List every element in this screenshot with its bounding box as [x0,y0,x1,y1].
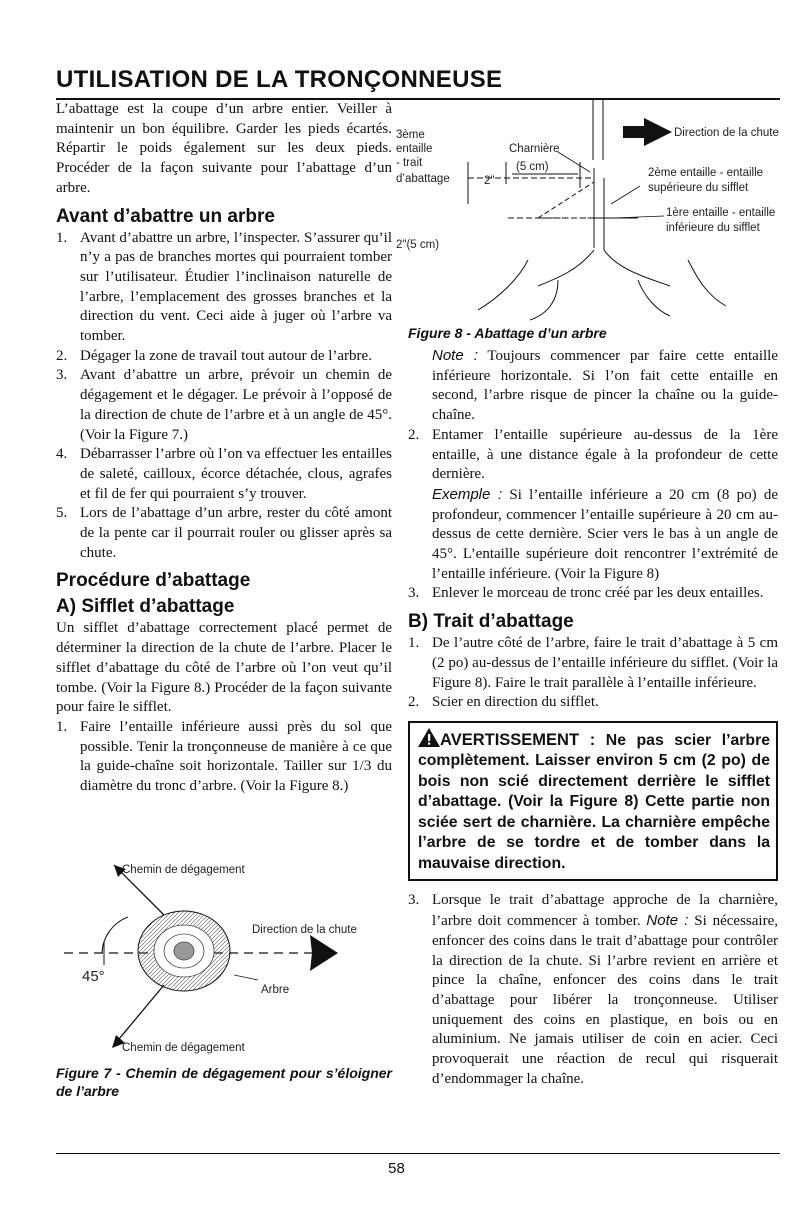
retreat-path-top-label: Chemin de dégagement [122,864,245,876]
section-felling-cut-title: B) Trait d’abattage [408,611,574,633]
figure-7-caption: Figure 7 - Chemin de dégagement pour s’éloigner de l’arbre [56,1065,392,1099]
felling-intro: L’abattage est la coupe d’un arbre entier. Veiller à maintenir un bon équilibre. Garder les pieds écartés. Répartir le poids également sur les deux pieds. Procéder de la façon suivante pour l’abattage d’un arbre. [56,101,392,196]
list-item: 5. Lors de l’abattage d’un arbre, rester du côté amont de la pente car il pourrait rouler ou glisser après sa chute. [56,505,392,561]
dimension-inch-label: 2" [484,175,495,187]
list-item: 4. Débarrasser l’arbre où l’on va effectuer les entailles de saleté, cailloux, écorce détachée, clous, agrafes et fil de fer qui pourraient s’y trouver. [56,446,392,502]
left-column [56,100,392,797]
warning-triangle-icon [418,728,440,747]
list-item: 1. Avant d’abattre un arbre, l’inspecter. S’assurer qu’il n’y a pas de branches mortes qui pourraient tomber sur l’utilisateur. Étudier l’inclinaison naturelle de l’arbre, l’emplacement des grosses branches et la direction du vent. Ceci aide à juger où l’arbre va tomber. [56,229,392,345]
tree-label: Arbre [261,984,290,996]
list-item: 1. Faire l’entaille inférieure aussi près du sol que possible. Tenir la tronçonneuse de manière à ce que la guide-chaîne soit horizontale. Tailler sur 1/3 du diamètre du tronc d’arbre. (Voir la Figure 8.) [56,718,392,795]
notch-steps-list [408,584,778,604]
notch-depth-label: 2"(5 cm) [396,239,440,251]
notch-intro: Un sifflet d’abattage correctement placé permet de déterminer la direction de la chute de l’arbre. Placer le sifflet d’abattage du côté de l’arbre où l’on veut qu’il tombe. (Voir la Figure 8.) Procéder de la façon suivante pour faire le sifflet. [56,620,392,716]
root-icon [538,250,594,286]
list-item: 3. Lorsque le trait d’abattage approche de la charnière, l’arbre doit commencer à tomber. Note : Si nécessaire, enfoncer des coins dans le trait d’abattage pour contrôler la direction de la chute. Si l’arbre revient en arrière et pince la chaîne, enfoncer des coins dans le trait d’abattage pour libérer la tronçonneuse. Utiliser uniquement des coins en plastique, en bois ou en aluminium. Ne jamais utiliser de coin en acier. Ceci provoquerait une réaction de recul qui risquerait d’endommager la chaîne. [408,892,778,1087]
list-item: 3. Avant d’abattre un arbre, prévoir un chemin de dégagement et le dégager. Le prévoir à l’opposé de la direction de chute de l’arbre et à un angle de 45°. (Voir la Figure 7.) [56,367,392,443]
notch-cut [538,182,594,218]
retreat-path-bottom-label: Chemin de dégagement [122,1042,245,1054]
warning-box [408,721,778,882]
root-icon [638,280,670,316]
third-cut-label: 3ème [396,129,425,141]
lower-cut-leader-line [613,216,664,218]
list-item: 1. De l’autre côté de l’arbre, faire le trait d’abattage à 5 cm (2 po) au-dessus de l’entaille inférieure du sifflet. (Voir la Figure 8). Faire le trait parallèle à l’entaille inférieure. [408,635,778,691]
third-cut-label: - trait [396,157,423,169]
fall-direction-arrow-icon [623,118,672,146]
third-cut-label: entaille [396,143,433,155]
tree-leader-line [234,975,258,980]
before-felling-list [56,229,392,564]
root-icon [530,280,558,320]
list-item: 2. Dégager la zone de travail tout autour de l’arbre. [56,347,372,364]
note-lower-cut: Note : Toujours commencer par faire cette entaille inférieure horizontale. Si l’on fait cette entaille en second, l’arbre risque de pincer la chaîne ou la guide-chaîne. [432,347,778,424]
hinge-label: Charnière [509,143,560,155]
figure-8-felling-diagram [396,100,780,322]
second-cut-label: supérieure du sifflet [648,182,749,194]
figure-8-caption: Figure 8 - Abattage d’un arbre [408,325,607,341]
hinge-leader-line [558,152,590,172]
first-cut-label: inférieure du sifflet [666,222,760,234]
list-item: 2. Scier en direction du sifflet. [408,694,599,711]
dimension-cm-label: (5 cm) [516,161,549,173]
fall-direction-arrow-icon [310,935,338,971]
example-upper-cut: Exemple : Si l’entaille inférieure a 20 cm (8 po) de profondeur, commencer l’entaille supérieure à 20 cm au-dessus de cette dernière. Scier vers le bas à un angle de 45°. L’entaille supérieure doit rencontrer l’extrémité de l’entaille inférieure. (Voir la Figure 8) [432,485,778,582]
page-number: 58 [388,1160,405,1177]
warning-title: AVERTISSEMENT : [440,730,596,749]
third-cut-label: d’abattage [396,173,450,185]
fall-direction-label: Direction de la chute [252,924,357,936]
right-column [408,324,778,1089]
list-item: 3. Enlever le morceau de tronc créé par les deux entailles. [408,585,764,602]
section-before-felling-title: Avant d’abattre un arbre [56,205,275,227]
angle-arc [102,917,128,953]
section-felling-procedure-title: Procédure d’abattage [56,570,251,592]
felling-cut-list [408,891,778,1089]
upper-cut-leader-line [611,186,640,204]
tree-ring-icon [174,942,194,960]
root-icon [604,250,670,286]
warning-text: Ne pas scier l’arbre complètement. Laisser environ 5 cm (2 po) de bois non scié directement derrière le sifflet d’abattage. (Voir la Figure 8) Cette partie non sciée sert de charnière. La charnière empêche l’arbre de se tordre et de tomber dans la mauvaise direction. [418,731,770,872]
angle-label: 45° [82,968,105,985]
page-title: UTILISATION DE LA TRONÇONNEUSE [56,66,503,93]
list-item: 2. Entamer l’entaille supérieure au-dessus de la 1ère entaille, à une distance égale à la profondeur de cette dernière. [408,426,778,483]
footer-rule [56,1153,780,1154]
fall-direction-label: Direction de la chute [674,127,779,139]
figure-7-retreat-path-diagram [56,855,386,1060]
section-notch-title: A) Sifflet d’abattage [56,596,235,618]
retreat-path-line [114,985,164,1045]
felling-cut-list [408,634,778,713]
second-cut-label: 2ème entaille - entaille [648,167,764,179]
notch-steps-list [408,426,778,485]
root-icon [688,260,726,306]
first-cut-label: 1ère entaille - entaille [666,207,776,219]
notch-list [56,718,392,797]
root-icon [478,260,528,310]
